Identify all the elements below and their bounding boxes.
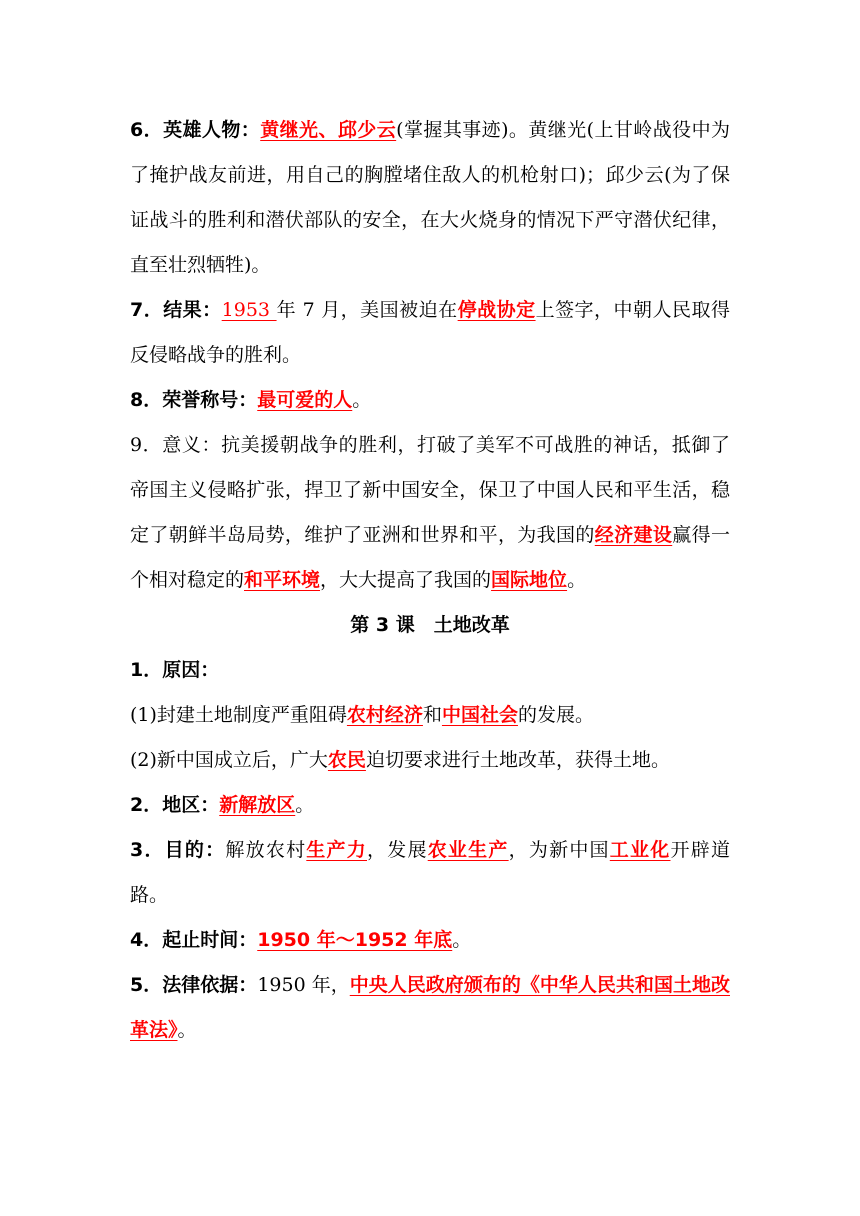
lesson-3-text-2: ，发展 — [367, 839, 428, 861]
section-9-keyword-1: 经济建设 — [594, 524, 673, 546]
section-6-label: 6．英雄人物： — [130, 119, 261, 141]
lesson-1-label: 1．原因： — [130, 659, 220, 681]
lesson-3-text-4: 开辟道路。 — [130, 839, 730, 906]
section-7-label: 7．结果： — [130, 299, 222, 321]
lesson-5-text-1: 1950 年， — [257, 974, 350, 996]
section-9-keyword-3: 国际地位 — [491, 569, 568, 591]
lesson-1-point-1-keyword-1: 农村经济 — [346, 704, 423, 726]
lesson-1-point-2-pre: (2)新中国成立后，广大 — [130, 749, 328, 771]
lesson-4-end: 。 — [452, 929, 472, 951]
section-6-heroes — [130, 108, 730, 288]
lesson-3-keyword-2: 农业生产 — [427, 839, 509, 861]
lesson-2-label: 2．地区： — [130, 794, 220, 816]
section-7-text-1: 年 7 月，美国被迫在 — [276, 299, 458, 321]
lesson-1-cause — [130, 648, 730, 693]
section-9-keyword-2: 和平环境 — [244, 569, 321, 591]
section-9-text-2: 赢得一个相对稳定的 — [130, 524, 730, 591]
section-8-title: 最可爱的人 — [257, 389, 353, 411]
lesson-5-keyword: 中央人民政府颁布的《中华人民共和国土地改革法》 — [130, 974, 730, 1041]
section-8-label: 8．荣誉称号： — [130, 389, 258, 411]
lesson-4-label: 4．起止时间： — [130, 929, 258, 951]
lesson-3-label: 3．目的： — [130, 839, 226, 861]
lesson-1-point-1-end: 的发展。 — [517, 704, 594, 726]
lesson-3-purpose — [130, 828, 730, 918]
section-8-end: 。 — [352, 389, 372, 411]
lesson-1-point-2-keyword: 农民 — [327, 749, 366, 771]
lesson-5-legal-basis — [130, 963, 730, 1053]
section-6-text: (掌握其事迹)。黄继光(上甘岭战役中为了掩护战友前进，用自己的胸膛堵住敌人的机枪射口)；邱少云(为了保证战斗的胜利和潜伏部队的安全，在大火烧身的情况下严守潜伏纪律，直至壮烈牺牲)。 — [130, 119, 730, 276]
lesson-4-period — [130, 918, 730, 963]
lesson-3-text-3: ，为新中国 — [508, 839, 610, 861]
lesson-2-end: 。 — [295, 794, 315, 816]
section-8-honor — [130, 378, 730, 423]
lesson-3-text-1: 解放农村 — [225, 839, 307, 861]
lesson-1-point-1-keyword-2: 中国社会 — [441, 704, 518, 726]
section-9-significance — [130, 423, 730, 603]
lesson-3-keyword-3: 工业化 — [609, 839, 671, 861]
section-7-year: 1953 — [221, 299, 277, 321]
lesson-1-point-2 — [130, 738, 730, 783]
section-7-agreement: 停战协定 — [457, 299, 536, 321]
section-7-text-2: 上签字，中朝人民取得反侵略战争的胜利。 — [130, 299, 730, 366]
lesson-1-point-1 — [130, 693, 730, 738]
lesson-1-point-2-end: 迫切要求进行土地改革，获得土地。 — [365, 749, 670, 771]
lesson-5-label: 5．法律依据： — [130, 974, 258, 996]
document-content — [130, 108, 730, 1053]
section-9-text-3: ，大大提高了我国的 — [320, 569, 492, 591]
lesson-4-keyword: 1950 年～1952 年底 — [257, 929, 453, 951]
lesson-2-region — [130, 783, 730, 828]
lesson-5-end: 。 — [177, 1019, 197, 1041]
lesson-1-point-1-pre: (1)封建土地制度严重阻碍 — [130, 704, 347, 726]
lesson-1-point-1-mid: 和 — [422, 704, 442, 726]
section-9-text-1: 9．意义：抗美援朝战争的胜利，打破了美军不可战胜的神话，抵御了帝国主义侵略扩张，捍卫了新中国安全，保卫了中国人民和平生活，稳定了朝鲜半岛局势，维护了亚洲和世界和平，为我国的 — [130, 434, 730, 546]
lesson-3-keyword-1: 生产力 — [306, 839, 367, 861]
section-7-result — [130, 288, 730, 378]
section-6-heroes-keyword: 黄继光、邱少云 — [260, 119, 397, 141]
lesson-heading: 第 3 课 土地改革 — [350, 614, 510, 636]
lesson-2-keyword: 新解放区 — [219, 794, 296, 816]
section-9-text-4: 。 — [567, 569, 587, 591]
